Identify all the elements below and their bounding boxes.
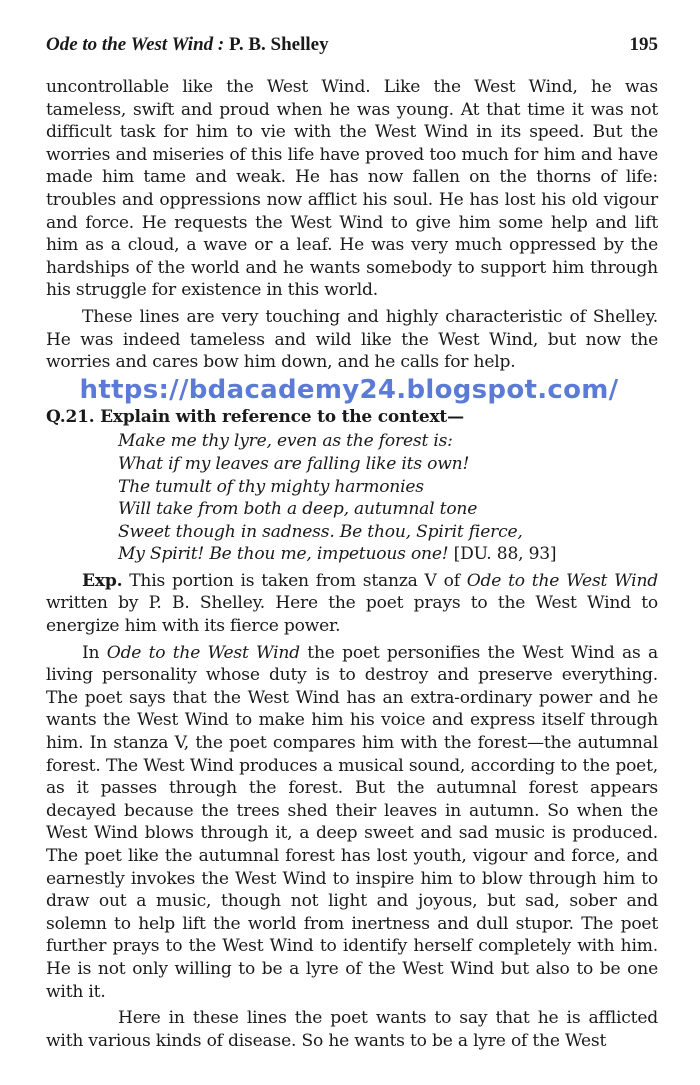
paragraph-2: These lines are very touching and highly characteristic of Shelley. He was indeed tameless and wild like the West Wind, but now the worries and cares bow him down, and he calls for help.	[46, 306, 658, 373]
explanation-paragraph	[46, 570, 658, 638]
question-heading: Q.21. Explain with reference to the context—	[46, 406, 464, 427]
header-author: P. B. Shelley	[228, 34, 329, 55]
exp-work-title: Ode to the West Wind	[466, 570, 658, 591]
poem-line: The tumult of thy mighty harmonies	[118, 476, 424, 497]
poem-line-last	[118, 543, 658, 566]
header-work-title: Ode to the West Wind :	[46, 34, 225, 55]
exp-text-1: This portion is taken from stanza V of	[122, 570, 467, 591]
paragraph-5: Here in these lines the poet wants to say that he is afflicted with various kinds of disease. So he wants to be a lyre of the West	[46, 1008, 658, 1051]
para4-text-2: the poet personifies the West Wind as a living personality whose duty is to destroy and preserve everything. The poet says that the West Wind has an extra-ordinary power and he wants the West Wind to make him his voice and express itself through him. In stanza V, the poet compares him with the forest—the autumnal forest. The West Wind produces a musical sound, according to the poet, as it passes through the forest. But the autumnal forest appears decayed because the trees shed their leaves in autumn. So when the West Wind blows through it, a deep sweet and sad music is produced. The poet like the autumnal forest has lost youth, vigour and force, and earnestly invokes the West Wind to inspire him to blow through him to draw out a music, though not light and joyous, but sad, sober and solemn to help lift the world from inertness and dull stupor. The poet further prays to the West Wind to identify herself completely with him. He is not only willing to be a lyre of the West Wind but also to be one with it.	[46, 642, 658, 1002]
para4-text-1: In	[82, 642, 107, 663]
para4-work-title: Ode to the West Wind	[106, 642, 300, 663]
paragraph-1: uncontrollable like the West Wind. Like the West Wind, he was tameless, swift and proud when he was young. At that time it was not difficult task for him to vie with the West Wind in its speed. But the worries and miseries of this life have proved too much for him and have made him tame and weak. He has now fallen on the thorns of life: troubles and oppressions now afflict his soul. He has lost his old vigour and force. He requests the West Wind to give him some help and lift him as a cloud, a wave or a leaf. He was very much oppressed by the hardships of the world and he wants somebody to support him through his struggle for existence in this world.	[46, 77, 658, 301]
poem-reference: [DU. 88, 93]	[448, 544, 557, 565]
poem-line: Make me thy lyre, even as the forest is:	[118, 431, 453, 452]
poem-line: What if my leaves are falling like its own!	[118, 453, 470, 474]
poem-line: Will take from both a deep, autumnal tone	[118, 499, 478, 520]
exp-text-2: written by P. B. Shelley. Here the poet prays to the West Wind to energize him with its fierce power.	[46, 593, 658, 637]
poem-line: Sweet though in sadness. Be thou, Spirit fierce,	[118, 521, 523, 542]
poem-excerpt	[118, 430, 658, 566]
poem-line-text: My Spirit! Be thou me, impetuous one!	[118, 544, 449, 565]
paragraph-4	[46, 642, 658, 1004]
watermark-url: https://bdacademy24.blogspot.com/	[79, 374, 619, 405]
page-number: 195	[629, 34, 658, 55]
running-header	[46, 34, 658, 56]
exp-label: Exp.	[82, 570, 123, 591]
header-title	[46, 34, 329, 56]
page-body	[46, 76, 658, 1052]
